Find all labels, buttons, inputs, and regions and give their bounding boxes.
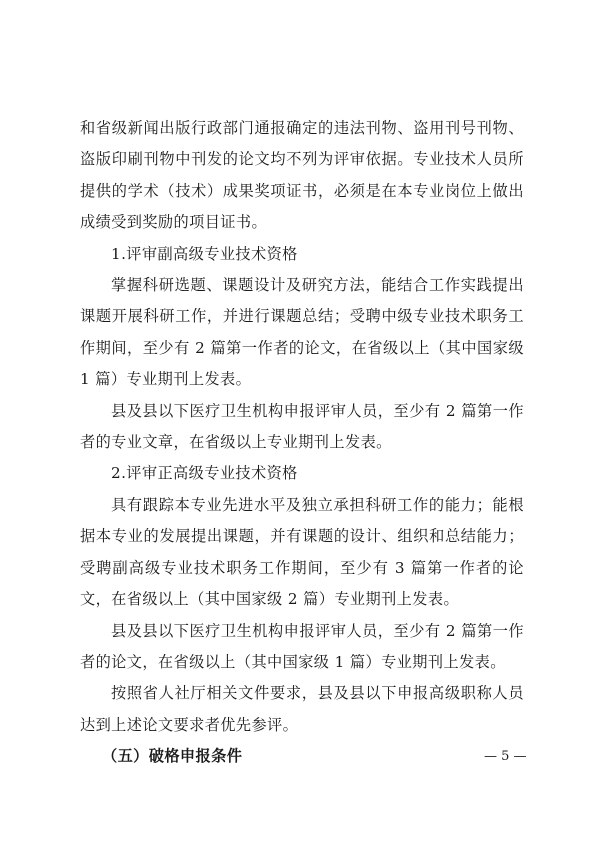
paragraph-priority: 按照省人社厅相关文件要求，县及县以下申报高级职称人员达到上述论文要求者优先参评。	[80, 684, 524, 734]
document-body	[80, 113, 524, 773]
paragraph-associate-requirements: 掌握科研选题、课题设计及研究方法，能结合工作实践提出课题开展科研工作，并进行课题总结；受聘中级专业技术职务工作期间，至少有 2 篇第一作者的论文，在省级以上（其中国家级 1 篇）专业期刊上发表。	[80, 276, 524, 389]
paragraph-full-requirements: 具有跟踪本专业先进水平及独立承担科研工作的能力；能根据本专业的发展提出课题，并有课题的设计、组织和总结能力；受聘副高级专业技术职务工作期间，至少有 3 篇第一作者的论文，在省级以上（其中国家级 2 篇）专业期刊上发表。	[80, 495, 524, 609]
section-heading-exceptional: （五）破格申报条件	[102, 747, 243, 766]
paragraph-full-county: 县及县以下医疗卫生机构申报评审人员，至少有 2 篇第一作者的论文，在省级以上（其中国家级 1 篇）专业期刊上发表。	[80, 621, 524, 671]
paragraph-associate-county: 县及县以下医疗卫生机构申报评审人员，至少有 2 篇第一作者的专业文章，在省级以上专业期刊上发表。	[80, 401, 524, 452]
page-number: — 5 —	[484, 749, 527, 764]
heading-full-senior: 2.评审正高级专业技术资格	[111, 464, 298, 483]
heading-associate-senior: 1.评审副高级专业技术资格	[111, 244, 298, 263]
paragraph-continuation: 和省级新闻出版行政部门通报确定的违法刊物、盗用刊号刊物、盗版印刷刊物中刊发的论文均不列为评审依据。专业技术人员所提供的学术（技术）成果奖项证书，必须是在本专业岗位上做出成绩受到奖励的项目证书。	[80, 119, 524, 232]
